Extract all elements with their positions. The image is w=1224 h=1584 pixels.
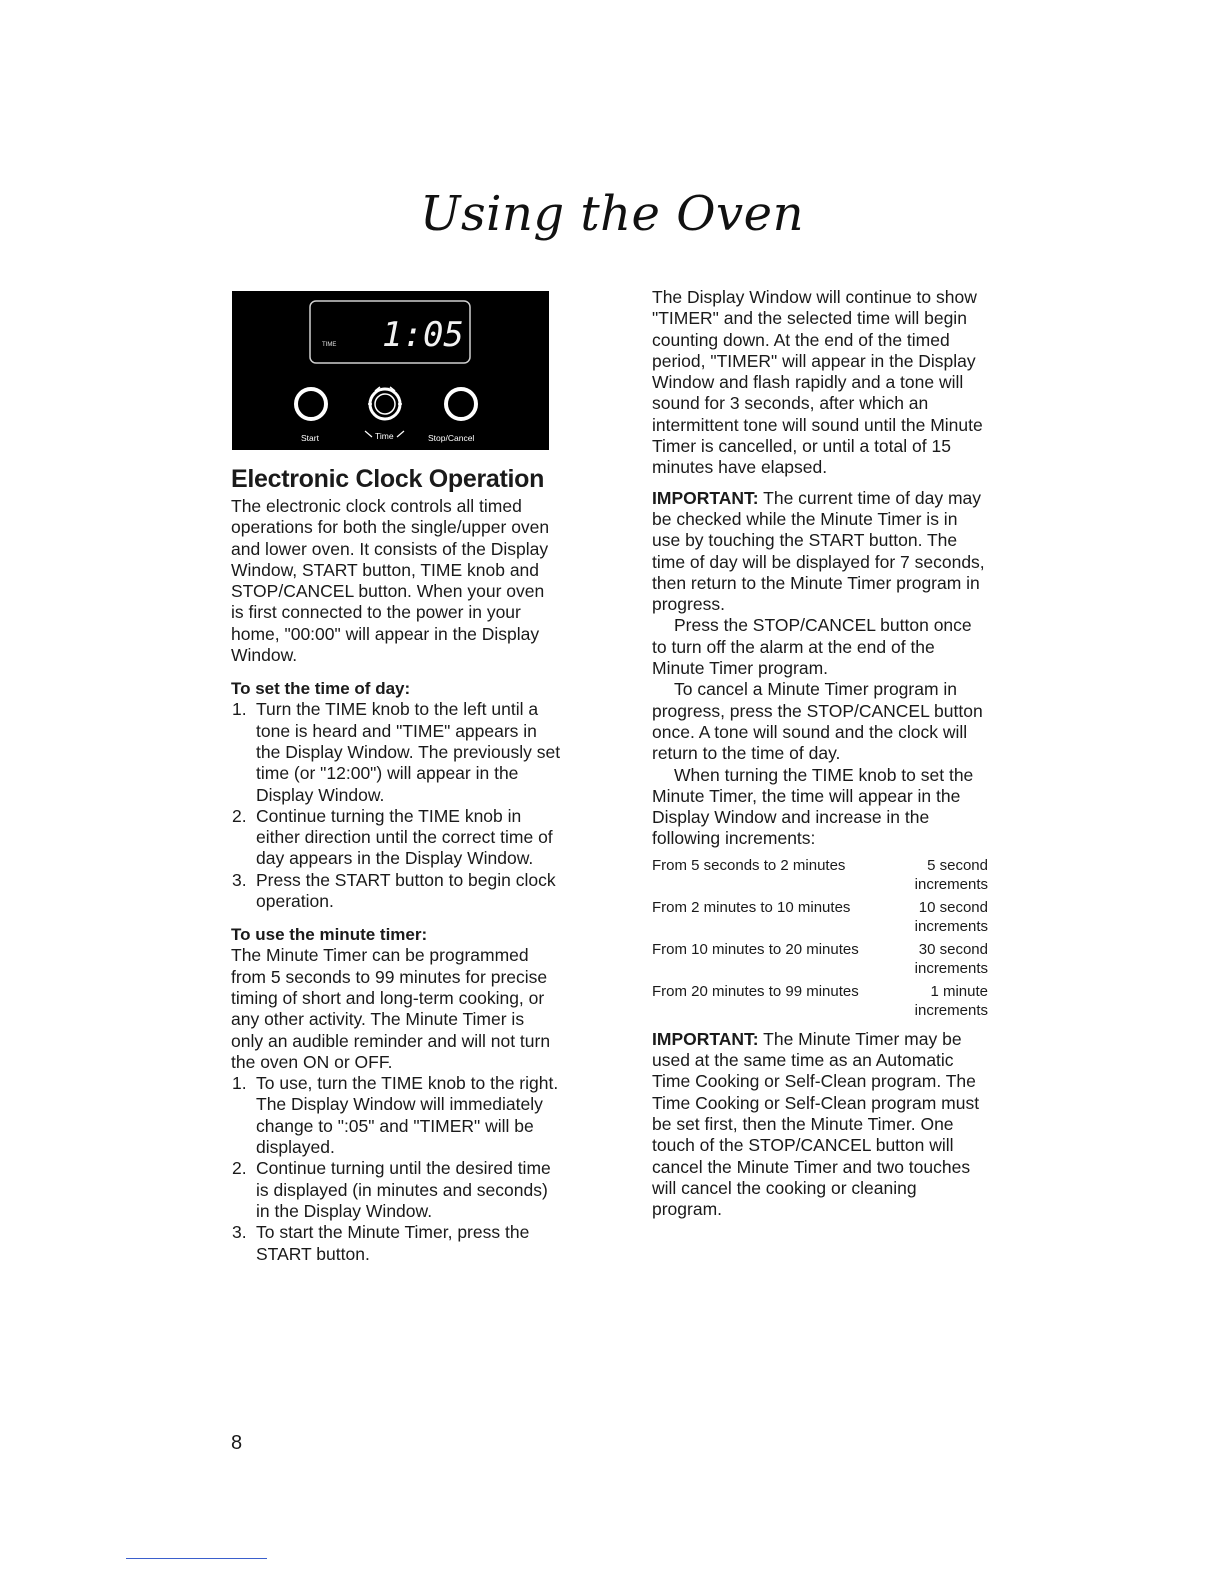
- bottom-rule: [126, 1558, 267, 1559]
- set-time-steps: [231, 699, 561, 912]
- list-item: 3. Press the START button to begin clock operation.: [232, 869, 556, 912]
- intro-paragraph: The electronic clock controls all timed operations for both the single/upper oven and lower oven. It consists of the Display Window, START button, TIME knob and STOP/CANCEL button. When your oven is first connected to the power in your home, "00:00" will appear in the Display Window.: [231, 496, 550, 666]
- left-column: [231, 464, 561, 1265]
- cancel-paragraph: To cancel a Minute Timer program in progress, press the STOP/CANCEL button once. A tone will sound and the clock will return to the time of day.: [652, 679, 983, 764]
- display-digits: 1:05: [382, 315, 464, 355]
- list-item: 2. Continue turning until the desired time is displayed (in minutes and seconds) in the Display Window.: [232, 1158, 551, 1221]
- table-row: From 20 minutes to 99 minutes 1 minute increments: [652, 982, 988, 1019]
- table-row: From 5 seconds to 2 minutes 5 second increments: [652, 856, 988, 893]
- list-item: 1. To use, turn the TIME knob to the right. The Display Window will immediately change to ":05" and "TIMER" will be displayed.: [232, 1073, 559, 1158]
- display-time-label: TIME: [322, 342, 337, 348]
- increments-paragraph: When turning the TIME knob to set the Minute Timer, the time will appear in the Display Window and increase in the following increments:: [652, 764, 974, 849]
- page-title: Using the Oven: [420, 186, 804, 242]
- timer-intro-paragraph: The Minute Timer can be programmed from 5 seconds to 99 minutes for precise timing of short and long-term cooking, or any other activity. The Minute Timer is only an audible reminder and will not turn the oven ON or OFF.: [231, 945, 551, 1072]
- increments-table: [652, 856, 988, 1020]
- table-row: From 10 minutes to 20 minutes 30 second increments: [652, 940, 988, 977]
- set-time-heading: To set the time of day:: [231, 679, 411, 699]
- stop-paragraph: Press the STOP/CANCEL button once to turn off the alarm at the end of the Minute Timer program.: [652, 615, 972, 679]
- oven-control-panel-illustration: [232, 291, 549, 450]
- page-number: 8: [231, 1432, 243, 1454]
- stop-cancel-label: Stop/Cancel: [428, 433, 475, 443]
- section-heading: Electronic Clock Operation: [231, 465, 545, 493]
- start-label: Start: [301, 433, 319, 443]
- timer-steps: [231, 1073, 561, 1265]
- timer-heading: To use the minute timer:: [231, 925, 428, 945]
- list-item: 1. Turn the TIME knob to the left until a tone is heard and "TIME" appears in the Display Window. The previously set time (or "12:00") will appear in the Display Window.: [232, 699, 561, 805]
- table-row: From 2 minutes to 10 minutes 10 second increments: [652, 898, 988, 935]
- timer-countdown-paragraph: The Display Window will continue to show "TIMER" and the selected time will begin counting down. At the end of the timed period, "TIMER" will appear in the Display Window and flash rapidly and a tone will sound for 3 seconds, after which an intermittent tone will sound until the Minute Timer is cancelled, or until a total of 15 minutes have elapsed.: [652, 287, 983, 478]
- control-panel-image: [232, 291, 549, 450]
- list-item: 2. Continue turning the TIME knob in either direction until the correct time of day appears in the Display Window.: [232, 805, 553, 869]
- important-note-2: IMPORTANT: The Minute Timer may be used at the same time as an Automatic Time Cooking or Self-Clean program. The Time Cooking or Self-Clean program must be set first, then the Minute Timer. One touch of the STOP/CANCEL button will cancel the Minute Timer and two touches will cancel the cooking or cleaning program.: [652, 1028, 980, 1220]
- list-item: 3. To start the Minute Timer, press the START button.: [232, 1222, 530, 1264]
- right-column: [652, 287, 988, 1220]
- important-note-1: IMPORTANT: The current time of day may be checked while the Minute Timer is in use by touching the START button. The time of day will be displayed for 7 seconds, then return to the Minute Timer program in progress.: [652, 487, 985, 615]
- time-label: Time: [375, 431, 394, 441]
